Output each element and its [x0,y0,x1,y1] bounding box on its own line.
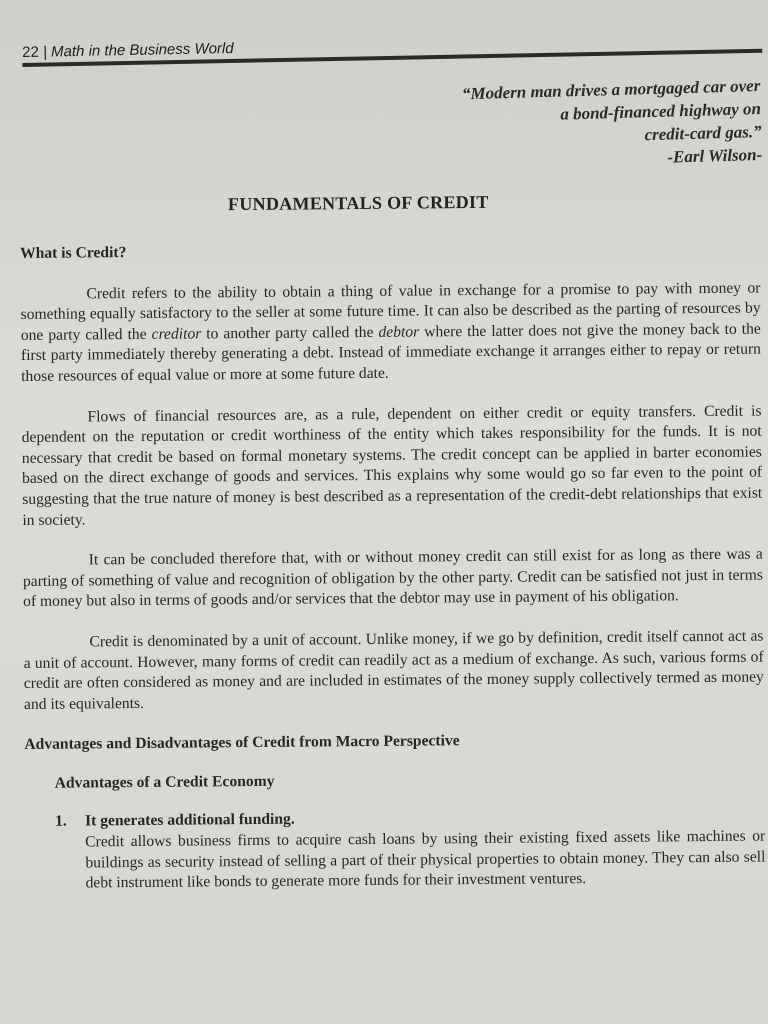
page-number: 22 [22,43,40,61]
chapter-title: FUNDAMENTALS OF CREDIT [227,191,489,215]
paragraph-1-part-c: where the latter does not give the money back to the first party immediately thereby generating a debt. Instead of immediate exchange it arranges either to repay or return those resources of equal value or more at some future date. [20,320,762,385]
term-debtor: debtor [378,323,420,341]
list-item-heading: It generates additional funding. [84,811,295,830]
paragraph-1-part-b: to another party called the [201,323,379,343]
list-item-text: Credit allows business firms to acquire cash loans by using their existing fixed assets like machines or buildings as security instead of selling a part of their physical properties to obtain money. They can also sell debt instrument like bonds to generate more funds for their investment ventures. [85,827,766,892]
paragraph-4: Credit is denominated by a unit of account. Unlike money, if we go by definition, credit itself cannot act as a unit of account. However, many forms of credit can readily act as a medium of exchange. As such, various forms of credit are often considered as money and are included in estimates of the money supply collectively termed as money and its equivalents. [23,627,764,713]
epigraph-quote [340,74,762,178]
quote-line-2: a bond-financed highway on [560,98,762,124]
section-heading-what-is-credit: What is Credit? [20,244,127,262]
quote-author: -Earl Wilson- [667,144,763,167]
section-heading-advantages-disadvantages: Advantages and Disadvantages of Credit from Macro Perspective [24,732,460,754]
paragraph-2: Flows of financial resources are, as a rule, dependent on either credit or equity transfers. Credit is dependent on the reputation or credit worthiness of the entity which takes responsibility for the funds. It is not necessary that credit be based on formal monetary systems. The credit concept can be applied in barter economies based on the direct exchange of goods and services. This explains why some would go so far even to the point of suggesting that the true nature of money is best described as a representation of the credit-debt relationships that exist in society. [21,402,763,529]
paragraph-3: It can be concluded therefore that, with or without money credit can still exist for as long as there was a parting of something of value and recognition of obligation by the other party. Credit can be satisfied not just in terms of money but also in terms of goods and/or services that the debtor may use in payment of his obligation. [22,545,763,611]
quote-line-1: “Modern man drives a mortgaged car over [461,75,761,104]
quote-line-3: credit-card gas.” [644,121,762,145]
list-item [55,806,766,895]
running-header [22,30,762,67]
paragraph-1 [20,278,761,387]
term-creditor: creditor [151,325,202,343]
main-content [20,238,766,895]
header-separator: | [42,43,48,61]
list-item-body [85,806,766,894]
book-title: Math in the Business World [50,39,234,61]
list-item-number: 1. [54,813,67,831]
paragraph-1-part-a: Credit refers to the ability to obtain a thing of value in exchange for a promise to pay with money or something equally satisfactory to the seller at some future time. It can also be described as the parting of resources by one party called the [20,279,761,344]
subheading-advantages: Advantages of a Credit Economy [54,772,275,792]
